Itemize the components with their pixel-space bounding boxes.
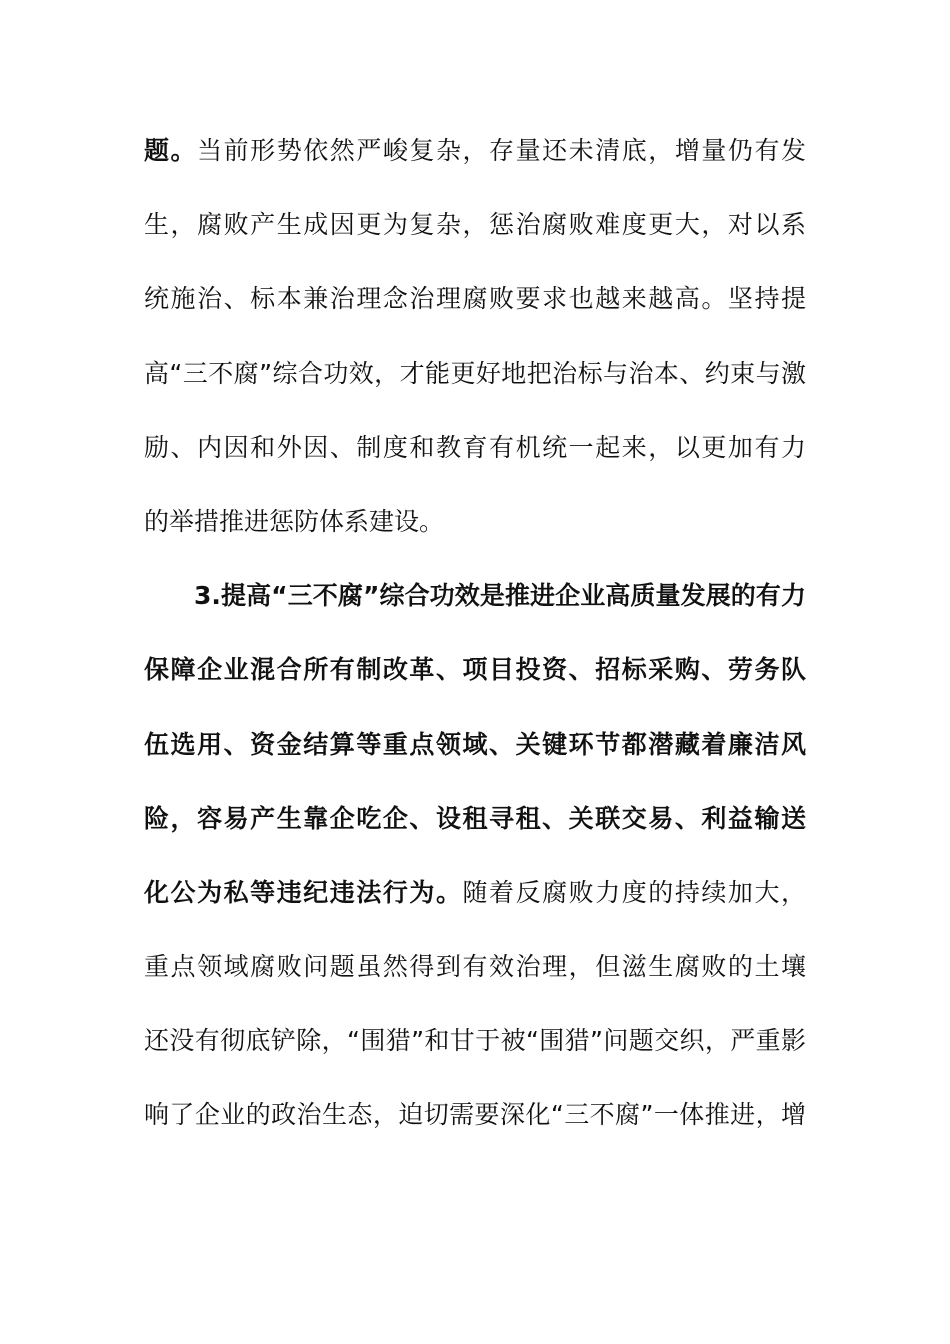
body-text: 随着反腐败力度的持续加大，	[462, 877, 806, 907]
body-text: 还没有彻底铲除，“围猎”和甘于被“围猎”问题交织，严重影	[144, 1026, 806, 1056]
body-text: 生，腐败产生成因更为复杂，惩治腐败难度更大，对以系	[144, 210, 806, 240]
text-line	[144, 633, 806, 707]
body-text: 励、内因和外因、制度和教育有机统一起来，以更加有力	[144, 432, 806, 462]
bold-text: 险，容易产生靠企吃企、设租寻租、关联交易、利益输送	[144, 803, 806, 833]
text-line	[144, 708, 806, 782]
body-text: 高“三不腐”综合功效，才能更好地把治标与治本、约束与激	[144, 358, 806, 388]
bold-text: 题。	[144, 136, 198, 165]
body-text: 统施治、标本兼治理念治理腐败要求也越来越高。坚持提	[144, 284, 806, 314]
body-text: 当前形势依然严峻复杂，存量还未清底，增量仍有发	[197, 136, 806, 165]
text-line	[144, 856, 806, 930]
paragraph-2	[144, 559, 806, 1153]
text-line	[144, 782, 806, 856]
text-line	[144, 1004, 806, 1078]
bold-text: 保障企业混合所有制改革、项目投资、招标采购、劳务队	[144, 655, 806, 685]
text-line	[144, 337, 806, 411]
paragraph-1	[144, 114, 806, 559]
bold-text: 3.提高“三不腐”综合功效是推进企业高质量发展的有力	[194, 581, 806, 611]
body-text: 重点领域腐败问题虽然得到有效治理，但滋生腐败的土壤	[144, 952, 806, 982]
document-body	[144, 114, 806, 1153]
text-line	[144, 411, 806, 485]
bold-text: 化公为私等违纪违法行为。	[144, 877, 463, 907]
text-line	[144, 262, 806, 336]
section-heading-line	[144, 559, 806, 633]
text-line	[144, 188, 806, 262]
body-text: 响了企业的政治生态，迫切需要深化“三不腐”一体推进，增	[144, 1100, 806, 1130]
text-line	[144, 485, 806, 559]
body-text: 的举措推进惩防体系建设。	[144, 506, 445, 536]
text-line	[144, 930, 806, 1004]
bold-text: 伍选用、资金结算等重点领域、关键环节都潜藏着廉洁风	[144, 729, 806, 759]
text-line	[144, 114, 806, 188]
text-line	[144, 1078, 806, 1152]
